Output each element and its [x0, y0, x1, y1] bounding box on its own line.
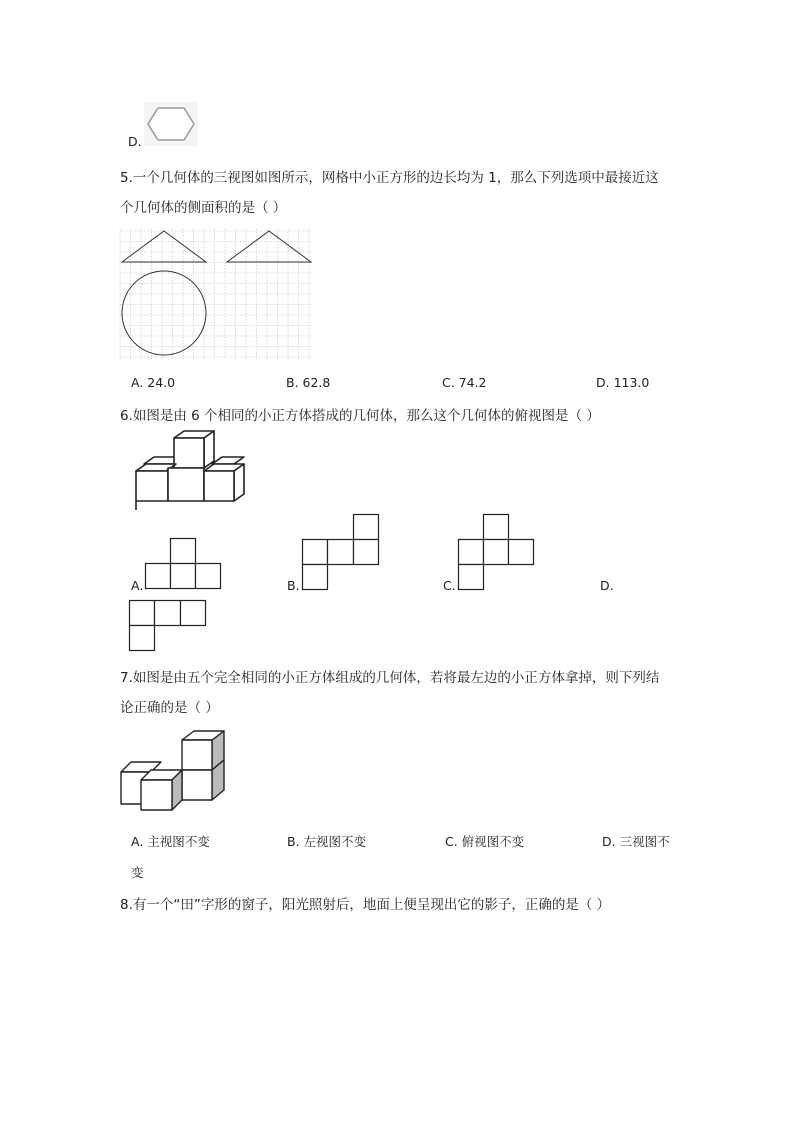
q7-option-b[interactable]: B. 左视图不变 — [287, 834, 367, 849]
q4-option-d-label: D. — [128, 134, 142, 149]
q7-option-d-wrap: 变 — [131, 865, 144, 880]
q6-option-d-figure[interactable] — [129, 600, 207, 652]
q7-option-c[interactable]: C. 俯视图不变 — [445, 834, 525, 849]
q7-option-a[interactable]: A. 主视图不变 — [131, 834, 210, 849]
q7-text-line2: 论正确的是（ ） — [120, 700, 219, 716]
q5-three-view-grid-figure — [120, 229, 312, 359]
q6-option-c-label[interactable]: C. — [443, 578, 456, 593]
q6-option-a-label[interactable]: A. — [131, 578, 144, 593]
q6-option-c-figure[interactable] — [458, 514, 535, 591]
q5-option-d[interactable]: D. 113.0 — [596, 375, 650, 390]
q4-hexagon-figure — [144, 102, 198, 146]
q6-option-b-label[interactable]: B. — [287, 578, 300, 593]
q7-cube-stack-figure — [120, 730, 228, 812]
q6-option-b-figure[interactable] — [302, 514, 380, 591]
q5-option-a[interactable]: A. 24.0 — [131, 375, 176, 390]
q6-option-a-figure[interactable] — [145, 538, 221, 590]
q7-option-d[interactable]: D. 三视图不 — [602, 834, 670, 849]
q7-text-line1: 7.如图是由五个完全相同的小正方体组成的几何体，若将最左边的小正方体拿掉，则下列结 — [120, 670, 660, 686]
q6-option-d-label[interactable]: D. — [600, 578, 614, 593]
q6-cube-stack-figure — [134, 430, 246, 512]
q6-text-line1: 6.如图是由 6 个相同的小正方体搭成的几何体，那么这个几何体的俯视图是（ ） — [120, 408, 600, 424]
q5-text-line2: 个几何体的侧面积的是（ ） — [120, 200, 287, 216]
q8-text-line1: 8.有一个“田”字形的窗子，阳光照射后，地面上便呈现出它的影子，正确的是（ ） — [120, 897, 611, 913]
q5-option-c[interactable]: C. 74.2 — [442, 375, 487, 390]
q5-option-b[interactable]: B. 62.8 — [286, 375, 331, 390]
q5-text-line1: 5.一个几何体的三视图如图所示，网格中小正方形的边长均为 1，那么下列选项中最接近这 — [120, 170, 659, 186]
